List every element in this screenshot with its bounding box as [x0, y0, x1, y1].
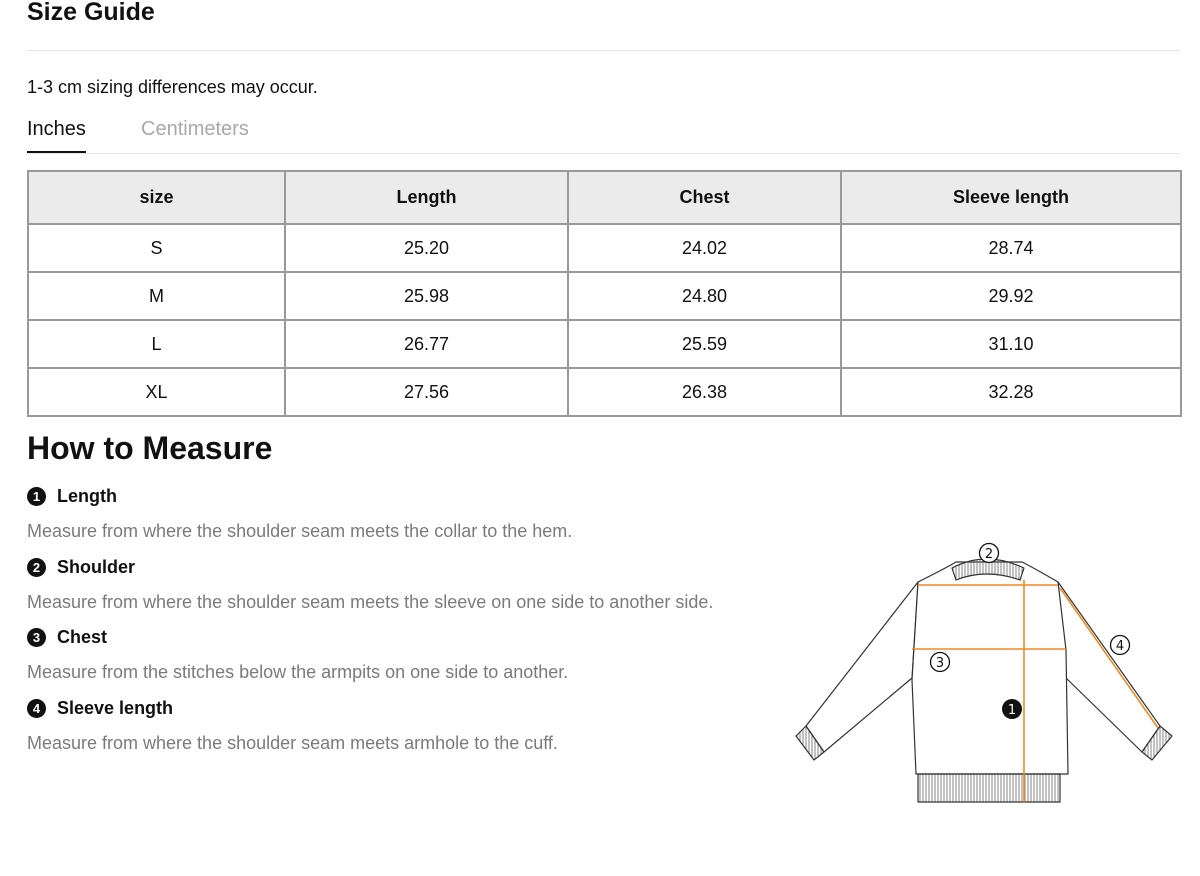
marker-2-icon	[980, 544, 999, 563]
chest-cell: 24.02	[568, 224, 841, 272]
tab-inches[interactable]: Inches	[27, 116, 86, 153]
svg-text:4: 4	[1115, 639, 1125, 654]
step-label: Chest	[57, 626, 108, 647]
step-length	[27, 484, 117, 508]
sleeve-length-cell: 29.92	[841, 272, 1181, 320]
column-header-length: Length	[285, 171, 568, 224]
marker-3-icon	[931, 653, 950, 672]
step-sleeve-length	[27, 696, 173, 720]
size-cell: S	[28, 224, 285, 272]
table-header-row	[28, 171, 1181, 224]
svg-text:3: 3	[935, 656, 945, 671]
sleeve-length-cell: 28.74	[841, 224, 1181, 272]
chest-cell: 26.38	[568, 368, 841, 416]
svg-text:2: 2	[984, 547, 994, 562]
step-label: Sleeve length	[57, 697, 174, 718]
marker-4-icon	[1111, 636, 1130, 655]
size-cell: L	[28, 320, 285, 368]
table-row	[28, 272, 1181, 320]
length-cell: 26.77	[285, 320, 568, 368]
step-description: Measure from where the shoulder seam meets the collar to the hem.	[27, 521, 573, 541]
step-chest	[27, 625, 107, 649]
page-title: Size Guide	[27, 0, 155, 26]
title-divider	[27, 50, 1180, 51]
sleeve-length-cell: 32.28	[841, 368, 1181, 416]
how-to-measure-heading: How to Measure	[27, 430, 273, 466]
step-label: Shoulder	[57, 556, 136, 577]
size-table	[27, 170, 1182, 417]
chest-cell: 24.80	[568, 272, 841, 320]
step-number-badge: 2	[27, 558, 46, 577]
length-cell: 25.98	[285, 272, 568, 320]
unit-tabs	[27, 116, 1180, 154]
step-label: Length	[57, 485, 117, 506]
sleeve-length-cell: 31.10	[841, 320, 1181, 368]
column-header-chest: Chest	[568, 171, 841, 224]
step-number-badge: 4	[27, 699, 46, 718]
size-cell: M	[28, 272, 285, 320]
step-number-badge: 3	[27, 628, 46, 647]
chest-cell: 25.59	[568, 320, 841, 368]
step-description: Measure from the stitches below the armpits on one side to another.	[27, 662, 569, 682]
marker-1-icon	[1002, 699, 1022, 719]
table-row	[28, 320, 1181, 368]
size-cell: XL	[28, 368, 285, 416]
step-description: Measure from where the shoulder seam meets armhole to the cuff.	[27, 733, 558, 753]
tab-centimeters[interactable]: Centimeters	[141, 118, 249, 140]
sizing-note: 1-3 cm sizing differences may occur.	[27, 77, 318, 97]
column-header-size: size	[28, 171, 285, 224]
sweater-diagram-icon	[790, 530, 1180, 810]
svg-text:1: 1	[1007, 703, 1017, 718]
column-header-sleeve-length: Sleeve length	[841, 171, 1181, 224]
length-cell: 25.20	[285, 224, 568, 272]
step-number-badge: 1	[27, 487, 46, 506]
table-row	[28, 224, 1181, 272]
step-shoulder	[27, 555, 135, 579]
length-cell: 27.56	[285, 368, 568, 416]
table-row	[28, 368, 1181, 416]
step-description: Measure from where the shoulder seam meets the sleeve on one side to another side.	[27, 592, 714, 612]
